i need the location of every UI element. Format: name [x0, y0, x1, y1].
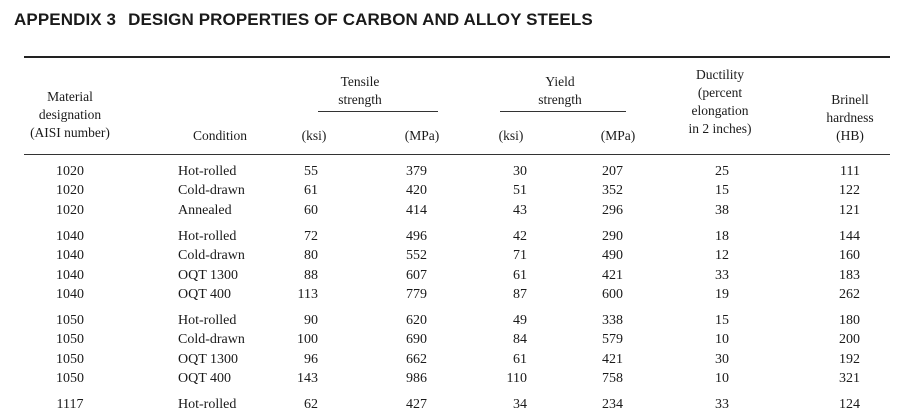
- cell-yield-ksi: 34: [513, 397, 527, 412]
- cell-tensile-ksi: 62: [304, 397, 318, 412]
- cell-yield-mpa: 490: [602, 248, 623, 263]
- cell-condition: Hot-rolled: [178, 164, 237, 179]
- cell-ductility: 15: [715, 313, 729, 328]
- cell-yield-mpa: 290: [602, 229, 623, 244]
- cell-tensile-ksi: 60: [304, 203, 318, 218]
- cell-ductility: 25: [715, 164, 729, 179]
- cell-yield-ksi: 84: [513, 332, 527, 347]
- cell-yield-ksi: 61: [513, 268, 527, 283]
- cell-material: 1117: [56, 397, 84, 412]
- cell-brinell: 192: [839, 352, 860, 367]
- cell-tensile-mpa: 379: [406, 164, 427, 179]
- cell-yield-mpa: 338: [602, 313, 623, 328]
- cell-brinell: 144: [839, 229, 860, 244]
- cell-condition: OQT 1300: [178, 268, 239, 283]
- cell-tensile-mpa: 607: [406, 268, 427, 283]
- header-yield-mpa: (MPa): [600, 128, 636, 143]
- cell-tensile-mpa: 552: [406, 248, 427, 263]
- cell-condition: OQT 400: [178, 287, 232, 302]
- header-tensile: Tensile strength: [338, 74, 382, 107]
- cell-ductility: 38: [715, 203, 729, 218]
- cell-yield-ksi: 30: [513, 164, 527, 179]
- cell-ductility: 10: [715, 371, 729, 386]
- cell-material: 1020: [56, 203, 84, 218]
- cell-material: 1040: [56, 287, 84, 302]
- appendix-number: APPENDIX 3: [14, 10, 117, 29]
- cell-condition: Annealed: [178, 203, 232, 218]
- cell-tensile-ksi: 72: [304, 229, 318, 244]
- header-yield-ksi: (ksi): [498, 128, 524, 143]
- cell-yield-mpa: 421: [602, 352, 623, 367]
- cell-tensile-ksi: 55: [304, 164, 318, 179]
- cell-tensile-ksi: 61: [304, 183, 318, 198]
- cell-material: 1050: [56, 352, 84, 367]
- cell-yield-ksi: 43: [513, 203, 527, 218]
- cell-material: 1020: [56, 183, 84, 198]
- cell-tensile-mpa: 986: [406, 371, 427, 386]
- cell-yield-ksi: 87: [513, 287, 527, 302]
- cell-brinell: 124: [839, 397, 860, 412]
- cell-ductility: 30: [715, 352, 729, 367]
- cell-tensile-ksi: 80: [304, 248, 318, 263]
- cell-material: 1040: [56, 248, 84, 263]
- header-material: Material designation (AISI number): [30, 89, 110, 140]
- cell-tensile-mpa: 662: [406, 352, 427, 367]
- cell-brinell: 160: [839, 248, 860, 263]
- header-tensile-ksi: (ksi): [301, 128, 327, 143]
- cell-ductility: 10: [715, 332, 729, 347]
- cell-yield-mpa: 234: [602, 397, 623, 412]
- cell-yield-mpa: 758: [602, 371, 623, 386]
- header-yield: Yield strength: [538, 74, 582, 107]
- cell-brinell: 262: [839, 287, 860, 302]
- cell-brinell: 111: [840, 164, 860, 179]
- cell-brinell: 121: [839, 203, 860, 218]
- cell-ductility: 33: [715, 397, 729, 412]
- cell-yield-mpa: 352: [602, 183, 623, 198]
- cell-material: 1050: [56, 332, 84, 347]
- cell-tensile-ksi: 96: [304, 352, 318, 367]
- cell-tensile-ksi: 90: [304, 313, 318, 328]
- cell-condition: Cold-drawn: [178, 248, 245, 263]
- cell-condition: Cold-drawn: [178, 183, 245, 198]
- cell-yield-ksi: 61: [513, 352, 527, 367]
- header-condition: Condition: [192, 128, 247, 143]
- cell-yield-mpa: 207: [602, 164, 623, 179]
- cell-material: 1050: [56, 371, 84, 386]
- cell-tensile-ksi: 100: [297, 332, 318, 347]
- cell-material: 1020: [56, 164, 84, 179]
- cell-tensile-mpa: 779: [406, 287, 427, 302]
- cell-condition: Cold-drawn: [178, 332, 245, 347]
- cell-brinell: 321: [839, 371, 860, 386]
- cell-tensile-ksi: 143: [297, 371, 318, 386]
- cell-ductility: 18: [715, 229, 729, 244]
- appendix-title: DESIGN PROPERTIES OF CARBON AND ALLOY STEELS: [128, 10, 593, 29]
- cell-material: 1040: [56, 268, 84, 283]
- cell-yield-ksi: 110: [506, 371, 527, 386]
- cell-condition: Hot-rolled: [178, 397, 237, 412]
- cell-ductility: 12: [715, 248, 729, 263]
- cell-brinell: 180: [839, 313, 860, 328]
- cell-brinell: 200: [839, 332, 860, 347]
- cell-tensile-ksi: 88: [304, 268, 318, 283]
- cell-tensile-mpa: 427: [406, 397, 427, 412]
- cell-tensile-ksi: 113: [297, 287, 318, 302]
- cell-tensile-mpa: 620: [406, 313, 427, 328]
- cell-ductility: 19: [715, 287, 729, 302]
- cell-ductility: 15: [715, 183, 729, 198]
- header-ductility: Ductility (percent elongation in 2 inches): [688, 67, 752, 136]
- cell-brinell: 183: [839, 268, 860, 283]
- cell-yield-mpa: 296: [602, 203, 623, 218]
- cell-tensile-mpa: 690: [406, 332, 427, 347]
- cell-material: 1040: [56, 229, 84, 244]
- cell-brinell: 122: [839, 183, 860, 198]
- cell-ductility: 33: [715, 268, 729, 283]
- cell-yield-mpa: 600: [602, 287, 623, 302]
- cell-yield-ksi: 42: [513, 229, 527, 244]
- cell-yield-ksi: 51: [513, 183, 527, 198]
- header-tensile-mpa: (MPa): [404, 128, 440, 143]
- cell-condition: Hot-rolled: [178, 313, 237, 328]
- cell-tensile-mpa: 496: [406, 229, 427, 244]
- cell-condition: OQT 1300: [178, 352, 239, 367]
- cell-yield-mpa: 421: [602, 268, 623, 283]
- cell-yield-ksi: 49: [513, 313, 527, 328]
- cell-condition: Hot-rolled: [178, 229, 237, 244]
- cell-yield-mpa: 579: [602, 332, 623, 347]
- cell-yield-ksi: 71: [513, 248, 527, 263]
- cell-tensile-mpa: 414: [406, 203, 427, 218]
- header-brinell: Brinell hardness (HB): [826, 92, 874, 143]
- cell-condition: OQT 400: [178, 371, 232, 386]
- cell-material: 1050: [56, 313, 84, 328]
- cell-tensile-mpa: 420: [406, 183, 427, 198]
